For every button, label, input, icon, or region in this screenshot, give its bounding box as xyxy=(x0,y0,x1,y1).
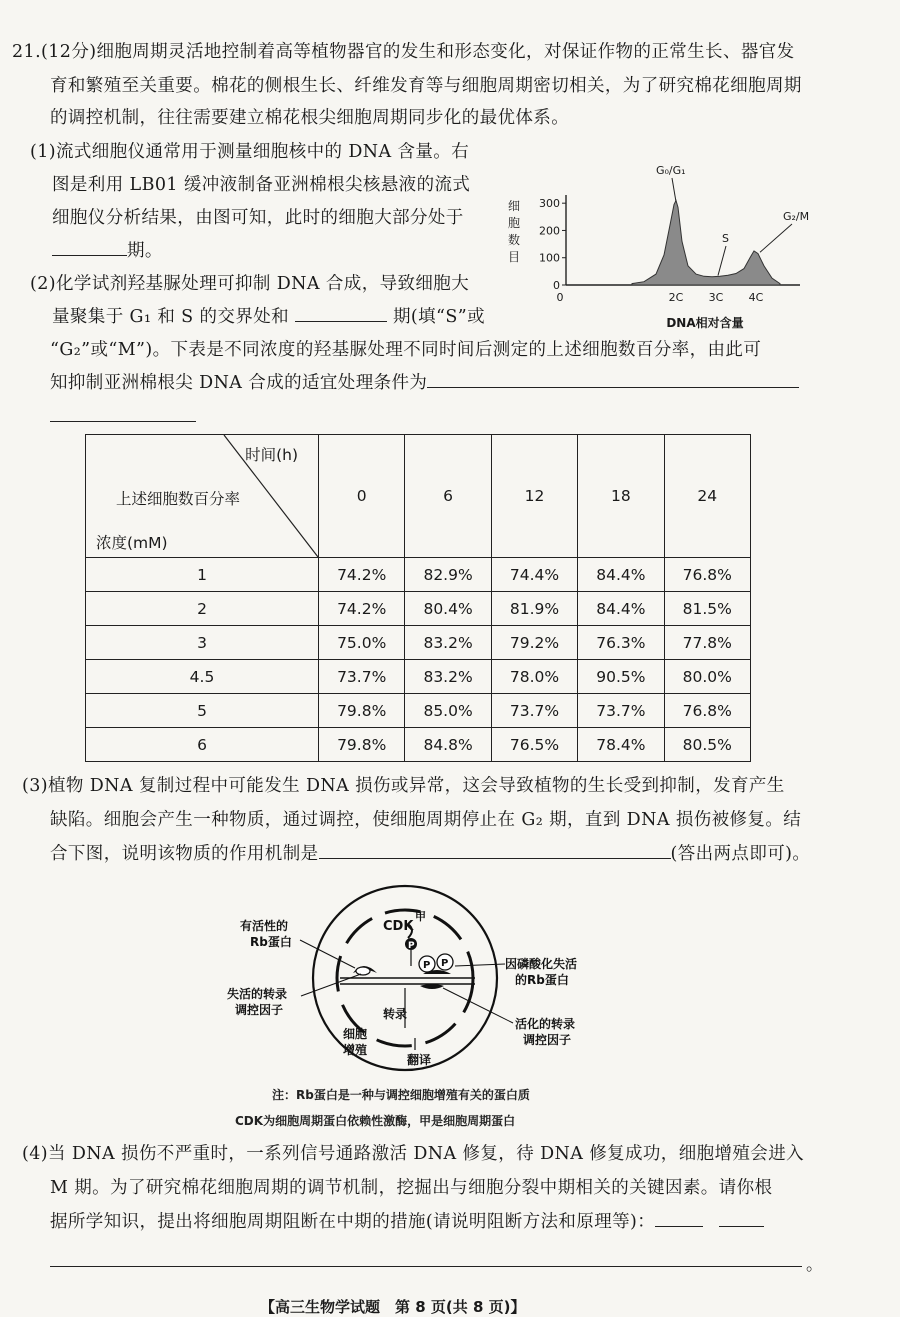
percentage-cell: 83.2% xyxy=(405,626,491,660)
inactive-tf-label-1: 失活的转录 xyxy=(227,987,288,1001)
percentage-cell: 84.4% xyxy=(578,558,664,592)
annotation-g0-g1: G₀/G₁ xyxy=(656,164,686,177)
percentage-cell: 74.2% xyxy=(319,592,405,626)
percentage-cell: 80.0% xyxy=(664,660,750,694)
percentage-cell: 79.8% xyxy=(319,728,405,762)
table-row xyxy=(86,660,751,694)
cyclin-label: 甲 xyxy=(415,910,426,923)
concentration-cell: 1 xyxy=(86,558,319,592)
translate-label: 翻译 xyxy=(407,1053,432,1067)
q21-p3-line-3 xyxy=(50,840,810,865)
header-time-0: 0 xyxy=(319,435,405,558)
concentration-cell: 4.5 xyxy=(86,660,319,694)
q21-intro-line-1: 21.(12分)细胞周期灵活地控制着高等植物器官的发生和形态变化，对保证作物的正常生长、器官发 xyxy=(12,42,795,62)
answer-blank-4[interactable] xyxy=(319,842,671,859)
flow-cytometry-chart xyxy=(500,160,830,335)
answer-blank-5a[interactable] xyxy=(655,1210,703,1227)
q21-p2-text-a: 量聚集于 G₁ 和 S 的交界处和 xyxy=(52,307,290,327)
q21-p4-text: 据所学知识，提出将细胞周期阻断在中期的措施(请说明阻断方法和原理等)： xyxy=(50,1212,656,1232)
phospho-rb-pointer xyxy=(455,964,505,966)
rb-mechanism-diagram xyxy=(215,878,635,1078)
percentage-cell: 73.7% xyxy=(578,694,664,728)
concentration-cell: 2 xyxy=(86,592,319,626)
table-header-row xyxy=(86,435,751,558)
cdk-label: CDK xyxy=(383,919,414,934)
transcribe-label: 转录 xyxy=(383,1007,408,1021)
percentage-cell: 85.0% xyxy=(405,694,491,728)
annotation-arrow-g2 xyxy=(760,224,792,252)
page-footer: 【高三生物学试题 第 8 页(共 8 页)】 xyxy=(260,1298,526,1316)
annotation-arrow-s xyxy=(718,246,726,275)
phospho-rb-label-2: 的Rb蛋白 xyxy=(515,973,569,987)
percentage-cell: 84.4% xyxy=(578,592,664,626)
percentage-cell: 77.8% xyxy=(664,626,750,660)
percentage-cell: 80.5% xyxy=(664,728,750,762)
header-time: 时间(h) xyxy=(245,446,298,464)
concentration-cell: 6 xyxy=(86,728,319,762)
q21-p3-line-2: 缺陷。细胞会产生一种物质，通过调控，使细胞周期停止在 G₂ 期，直到 DNA 损伤被修复。结 xyxy=(50,810,802,830)
chart-ytick-label: 0 xyxy=(553,279,560,292)
answer-blank-1[interactable] xyxy=(52,239,127,256)
chart-xtick-label: 3C xyxy=(708,291,724,304)
header-time-6: 6 xyxy=(405,435,491,558)
percentage-cell: 80.4% xyxy=(405,592,491,626)
percentage-cell: 81.9% xyxy=(491,592,577,626)
chart-area-series xyxy=(632,201,780,286)
chart-xtick-label: 4C xyxy=(748,291,764,304)
percentage-cell: 90.5% xyxy=(578,660,664,694)
phospho-p-2-label: P xyxy=(441,958,449,969)
percentage-cell: 83.2% xyxy=(405,660,491,694)
percentage-cell: 76.8% xyxy=(664,694,750,728)
percentage-cell: 82.9% xyxy=(405,558,491,592)
phospho-rb-label-1: 因磷酸化失活 xyxy=(505,957,578,971)
header-percentage: 上述细胞数百分率 xyxy=(116,490,241,508)
active-rb-label-1: 有活性的 xyxy=(240,919,289,933)
header-time-12: 12 xyxy=(491,435,577,558)
q21-p2-text-c: 知抑制亚洲棉根尖 DNA 合成的适宜处理条件为 xyxy=(50,373,428,393)
percentage-cell: 84.8% xyxy=(405,728,491,762)
percentage-cell: 79.8% xyxy=(319,694,405,728)
chart-ytick-label: 200 xyxy=(539,224,560,238)
answer-blank-2[interactable] xyxy=(295,305,387,322)
percentage-cell: 76.5% xyxy=(491,728,577,762)
q21-intro-line-2: 育和繁殖至关重要。棉花的侧根生长、纤维发育等与细胞周期密切相关，为了研究棉花细胞周期 xyxy=(50,76,802,96)
chart-xtick-label: 0 xyxy=(556,291,564,304)
q21-p3-text-a: 合下图，说明该物质的作用机制是 xyxy=(50,844,319,864)
q21-p4-line-3 xyxy=(50,1208,764,1233)
active-tf-pointer xyxy=(443,988,513,1023)
inactive-tf-shape xyxy=(356,967,370,975)
q21-p2-line-1: (2)化学试剂羟基脲处理可抑制 DNA 合成，导致细胞大 xyxy=(30,274,470,294)
percentage-cell: 73.7% xyxy=(319,660,405,694)
table-row xyxy=(86,728,751,762)
q21-p1-line-2: 图是利用 LB01 缓冲液制备亚洲棉根尖核悬液的流式 xyxy=(52,175,471,195)
q21-p1-line-1: (1)流式细胞仪通常用于测量细胞核中的 DNA 含量。右 xyxy=(30,142,470,162)
active-rb-label-2: Rb蛋白 xyxy=(250,935,292,949)
chart-ytick-label: 300 xyxy=(539,197,560,211)
annotation-s: S xyxy=(722,232,729,245)
answer-blank-3-continued[interactable] xyxy=(50,421,196,422)
percentage-cell: 81.5% xyxy=(664,592,750,626)
answer-blank-5b[interactable] xyxy=(719,1210,764,1227)
q21-intro-line-3: 的调控机制，往往需要建立棉花根尖细胞周期同步化的最优体系。 xyxy=(50,108,570,128)
inactive-tf-pointer xyxy=(301,974,361,996)
chart-ylabel-char: 数 xyxy=(508,233,521,247)
q21-p4-line-2: M 期。为了研究棉花细胞周期的调节机制，挖掘出与细胞分裂中期相关的关键因素。请你根 xyxy=(50,1178,773,1198)
chart-ytick-label: 100 xyxy=(539,251,560,265)
end-period: 。 xyxy=(806,1255,823,1275)
percentage-cell: 78.4% xyxy=(578,728,664,762)
concentration-cell: 5 xyxy=(86,694,319,728)
q21-p1-line-3: 细胞仪分析结果，由图可知，此时的细胞大部分处于 xyxy=(52,208,464,228)
percentage-cell: 74.2% xyxy=(319,558,405,592)
q21-p3-line-1: (3)植物 DNA 复制过程中可能发生 DNA 损伤或异常，这会导致植物的生长受到抑制，发育产生 xyxy=(22,776,785,796)
header-time-24: 24 xyxy=(664,435,750,558)
answer-blank-3[interactable] xyxy=(427,371,799,388)
chart-ylabel-char: 目 xyxy=(508,250,521,264)
percentage-cell: 76.8% xyxy=(664,558,750,592)
q21-p2-line-2 xyxy=(52,303,485,328)
table-row xyxy=(86,592,751,626)
phospho-p-1-label: P xyxy=(423,960,431,971)
annotation-arrow-g0 xyxy=(672,178,676,202)
header-concentration: 浓度(mM) xyxy=(96,534,168,552)
percentage-cell: 78.0% xyxy=(491,660,577,694)
chart-xtick-label: 2C xyxy=(668,291,684,304)
table-corner-cell xyxy=(86,435,319,558)
q21-p2-text-b: 期(填“S”或 xyxy=(392,307,485,327)
table-row xyxy=(86,626,751,660)
inactive-tf-label-2: 调控因子 xyxy=(235,1003,284,1017)
proliferation-label: 增殖 xyxy=(343,1043,368,1057)
q21-p2-line-3: “G₂”或“M”)。下表是不同浓度的羟基脲处理不同时间后测定的上述细胞数百分率，由此可 xyxy=(50,340,762,360)
table-row xyxy=(86,694,751,728)
percentage-cell: 75.0% xyxy=(319,626,405,660)
chart-ylabel-char: 细 xyxy=(508,199,521,213)
annotation-g2-m: G₂/M xyxy=(783,210,810,223)
cdk-p-label: P xyxy=(408,941,415,951)
table-row xyxy=(86,558,751,592)
cell-label: 细胞 xyxy=(343,1027,368,1041)
chart-xlabel: DNA相对含量 xyxy=(666,316,744,330)
percentage-cell: 74.4% xyxy=(491,558,577,592)
diagram-note-2: CDK为细胞周期蛋白依赖性激酶，甲是细胞周期蛋白 xyxy=(235,1114,516,1128)
active-tf-label-2: 调控因子 xyxy=(523,1033,572,1047)
q21-p1-end: 期。 xyxy=(127,241,163,261)
answer-blank-5-continued[interactable] xyxy=(50,1266,802,1267)
q21-p4-line-1: (4)当 DNA 损伤不严重时，一系列信号通路激活 DNA 修复，待 DNA 修复成功，细胞增殖会进入 xyxy=(22,1144,805,1164)
concentration-cell: 3 xyxy=(86,626,319,660)
percentage-cell: 76.3% xyxy=(578,626,664,660)
q21-p2-line-4 xyxy=(50,369,799,394)
q21-p1-line-4 xyxy=(52,237,163,262)
percentage-cell: 79.2% xyxy=(491,626,577,660)
diagram-note-1: 注：Rb蛋白是一种与调控细胞增殖有关的蛋白质 xyxy=(272,1088,530,1102)
q21-p3-text-b: (答出两点即可)。 xyxy=(670,844,811,864)
chart-ylabel xyxy=(508,199,520,264)
active-rb-pointer xyxy=(300,940,355,968)
chart-ylabel-char: 胞 xyxy=(508,216,521,230)
percentage-cell: 73.7% xyxy=(491,694,577,728)
concentration-time-table xyxy=(85,434,751,762)
active-tf-label-1: 活化的转录 xyxy=(515,1017,576,1031)
header-time-18: 18 xyxy=(578,435,664,558)
